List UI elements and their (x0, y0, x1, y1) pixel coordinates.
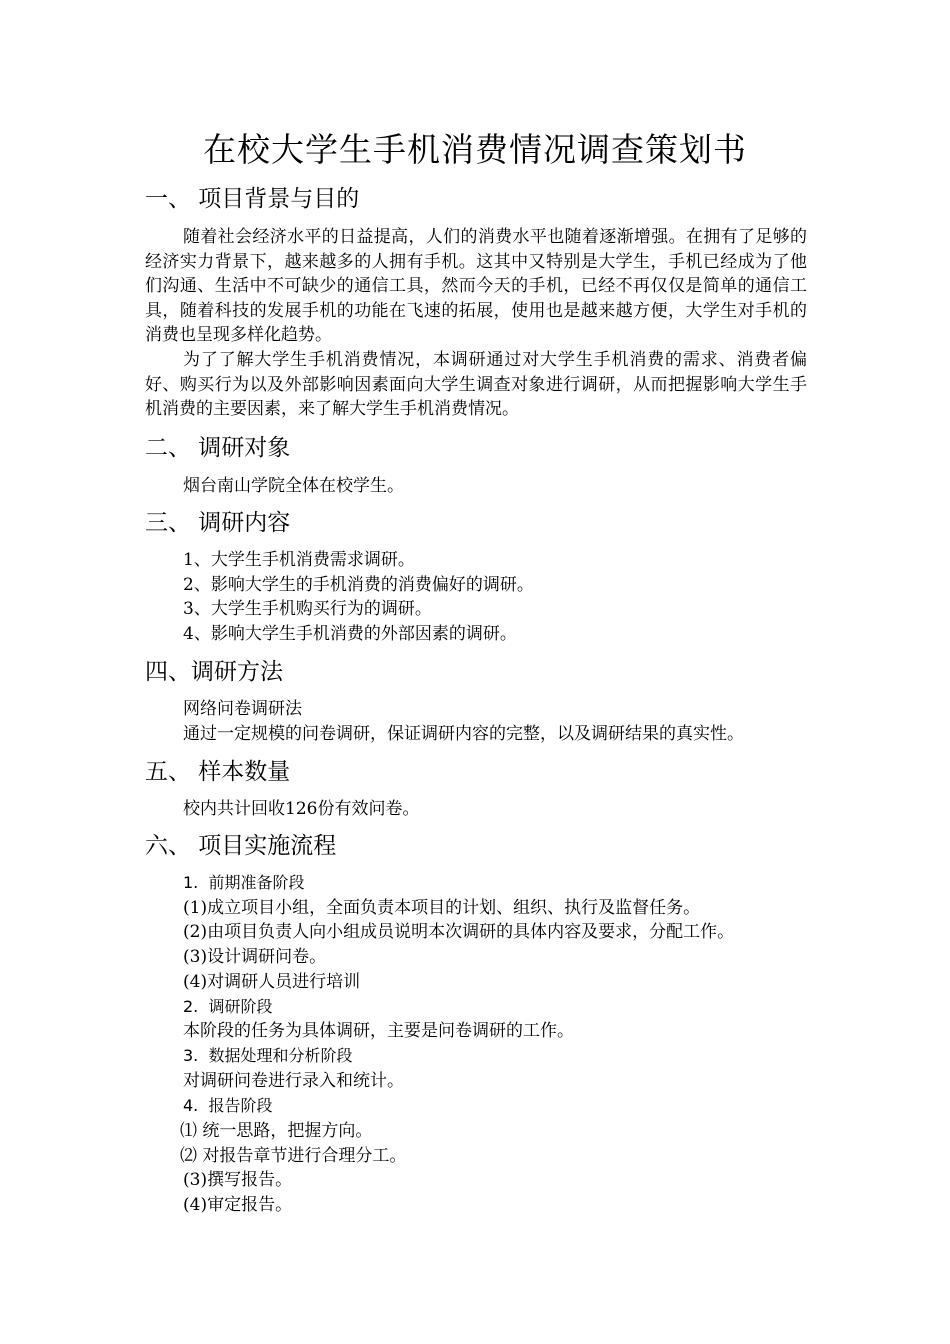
stage-line: ⑴ 统一思路，把握方向。 (180, 1121, 373, 1141)
content-item: 2、影响大学生的手机消费的消费偏好的调研。 (183, 575, 534, 595)
section-heading-content: 三、 调研内容 (145, 510, 291, 536)
section-heading-process: 六、 项目实施流程 (145, 833, 337, 859)
method-description: 通过一定规模的问卷调研，保证调研内容的完整，以及调研结果的真实性。 (183, 724, 744, 744)
stage-title: 4. 报告阶段 (183, 1096, 273, 1115)
stage-line: (2)由项目负责人向小组成员说明本次调研的具体内容及要求，分配工作。 (183, 922, 735, 942)
stage-line: (3)撰写报告。 (183, 1170, 293, 1190)
content-item: 3、大学生手机购买行为的调研。 (183, 599, 432, 619)
section-heading-method: 四、调研方法 (145, 659, 283, 685)
section-heading-sample: 五、 样本数量 (145, 759, 291, 785)
stage-line: (4)对调研人员进行培训 (183, 972, 361, 992)
stage-title: 3. 数据处理和分析阶段 (183, 1046, 353, 1065)
stage-line: 本阶段的任务为具体调研，主要是问卷调研的工作。 (183, 1021, 574, 1041)
stage-line: 对调研问卷进行录入和统计。 (183, 1071, 404, 1091)
stage-line: (4)审定报告。 (183, 1195, 293, 1215)
content-item: 1、大学生手机消费需求调研。 (183, 550, 415, 570)
content-item: 4、影响大学生手机消费的外部因素的调研。 (183, 624, 517, 644)
stage-title: 1. 前期准备阶段 (183, 873, 305, 892)
section-heading-background: 一、 项目背景与目的 (145, 186, 360, 212)
paragraph-purpose: 为了了解大学生手机消费情况，本调研通过对大学生手机消费的需求、消费者偏好、购买行为以及外部影响因素面向大学生调查对象进行调研，从而把握影响大学生手机消费的主要因素，来了解大学生手机消费情况。 (145, 350, 807, 420)
stage-line: (3)设计调研问卷。 (183, 947, 327, 967)
sample-text: 校内共计回收126份有效问卷。 (183, 799, 420, 819)
subjects-text: 烟台南山学院全体在校学生。 (183, 476, 404, 496)
paragraph-background: 随着社会经济水平的日益提高，人们的消费水平也随着逐渐增强。在拥有了足够的经济实力背景下，越来越多的人拥有手机。这其中又特别是大学生，手机已经成为了他们沟通、生活中不可缺少的通信工具，然而今天的手机，已经不再仅仅是简单的通信工具，随着科技的发展手机的功能在飞速的拓展，使用也是越来越方便，大学生对手机的消费也呈现多样化趋势。 (145, 227, 807, 346)
stage-line: (1)成立项目小组，全面负责本项目的计划、组织、执行及监督任务。 (183, 898, 701, 918)
method-name: 网络问卷调研法 (183, 699, 302, 719)
document-title: 在校大学生手机消费情况调查策划书 (203, 130, 747, 169)
section-heading-subjects: 二、 调研对象 (145, 435, 291, 461)
stage-title: 2. 调研阶段 (183, 997, 273, 1016)
stage-line: ⑵ 对报告章节进行合理分工。 (180, 1146, 407, 1166)
